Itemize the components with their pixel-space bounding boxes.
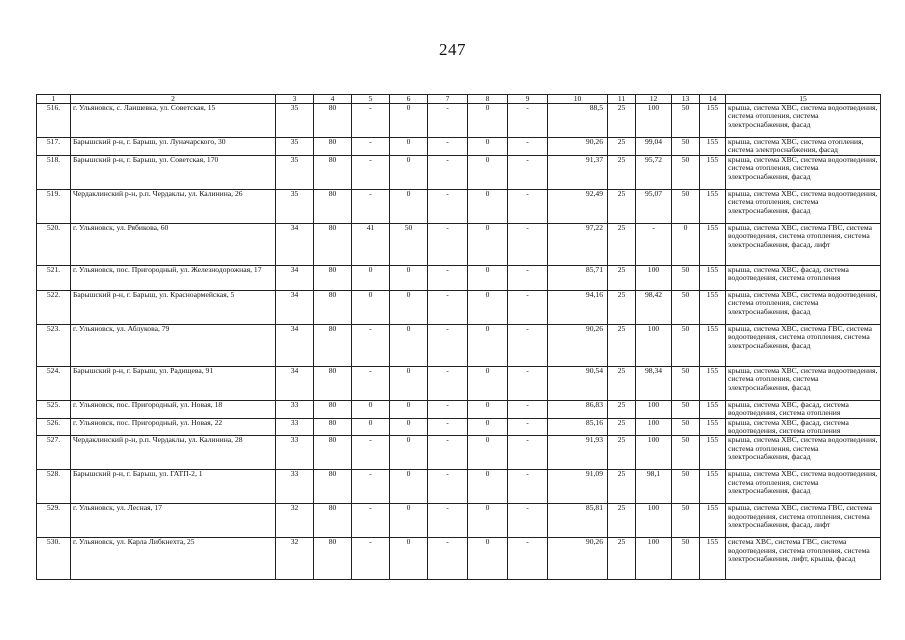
col14-cell: 155 <box>700 138 726 156</box>
col13-cell: 50 <box>672 290 700 324</box>
col8-cell: 0 <box>468 470 508 504</box>
column-number-9: 9 <box>508 95 548 104</box>
works-list-cell: система ХВС, система ГВС, система водоотведения, система отопления, система электроснабжения, лифт, крыша, фасад <box>726 538 881 580</box>
column-number-13: 13 <box>672 95 700 104</box>
col7-cell: - <box>428 138 468 156</box>
col9-cell: - <box>508 538 548 580</box>
row-number: 523. <box>37 324 71 366</box>
column-number-row <box>37 95 881 104</box>
col10-cell: 91,37 <box>548 155 608 189</box>
col4-cell: 80 <box>314 366 352 400</box>
col7-cell: - <box>428 155 468 189</box>
col8-cell: 0 <box>468 138 508 156</box>
col8-cell: 0 <box>468 189 508 223</box>
col6-cell: 0 <box>390 538 428 580</box>
col4-cell: 80 <box>314 324 352 366</box>
col8-cell: 0 <box>468 504 508 538</box>
column-number-6: 6 <box>390 95 428 104</box>
works-list-cell: крыша, система ХВС, система водоотведения, система отопления, система электроснабжения, фасад <box>726 470 881 504</box>
table-row <box>37 189 881 223</box>
page-number: 247 <box>439 40 466 59</box>
col12-cell: 95,07 <box>636 189 672 223</box>
col10-cell: 86,83 <box>548 400 608 418</box>
col3-cell: 34 <box>276 324 314 366</box>
col10-cell: 85,81 <box>548 504 608 538</box>
col7-cell: - <box>428 223 468 265</box>
col3-cell: 35 <box>276 138 314 156</box>
address-cell: Барышский р-н, г. Барыш, ул. Советская, 170 <box>71 155 276 189</box>
col7-cell: - <box>428 324 468 366</box>
works-list-cell: крыша, система ХВС, система отопления, система электроснабжения, фасад <box>726 138 881 156</box>
col14-cell: 155 <box>700 290 726 324</box>
col10-cell: 94,16 <box>548 290 608 324</box>
col4-cell: 80 <box>314 265 352 290</box>
column-number-12: 12 <box>636 95 672 104</box>
col9-cell: - <box>508 104 548 138</box>
col8-cell: 0 <box>468 436 508 470</box>
col7-cell: - <box>428 189 468 223</box>
works-list-cell: крыша, система ХВС, система ГВС, система водоотведения, система отопления, система электроснабжения, фасад, лифт <box>726 223 881 265</box>
address-cell: Барышский р-н, г. Барыш, ул. Луначарского, 30 <box>71 138 276 156</box>
col7-cell: - <box>428 366 468 400</box>
col7-cell: - <box>428 418 468 436</box>
col11-cell: 25 <box>608 470 636 504</box>
col4-cell: 80 <box>314 418 352 436</box>
table-row <box>37 290 881 324</box>
col13-cell: 50 <box>672 504 700 538</box>
col6-cell: 0 <box>390 470 428 504</box>
col3-cell: 33 <box>276 418 314 436</box>
col4-cell: 80 <box>314 504 352 538</box>
col3-cell: 35 <box>276 104 314 138</box>
col12-cell: 100 <box>636 104 672 138</box>
col5-cell: - <box>352 324 390 366</box>
col9-cell: - <box>508 400 548 418</box>
table-row <box>37 265 881 290</box>
works-list-cell: крыша, система ХВС, фасад, система водоотведения, система отопления <box>726 400 881 418</box>
col10-cell: 90,26 <box>548 138 608 156</box>
col10-cell: 90,26 <box>548 324 608 366</box>
col10-cell: 90,54 <box>548 366 608 400</box>
col5-cell: 0 <box>352 290 390 324</box>
col3-cell: 34 <box>276 265 314 290</box>
col14-cell: 155 <box>700 265 726 290</box>
col6-cell: 0 <box>390 189 428 223</box>
address-cell: Барышский р-н, г. Барыш, ул. ГАТП-2, 1 <box>71 470 276 504</box>
col7-cell: - <box>428 470 468 504</box>
col5-cell: 0 <box>352 265 390 290</box>
column-number-2: 2 <box>71 95 276 104</box>
col4-cell: 80 <box>314 155 352 189</box>
address-cell: г. Ульяновск, ул. Аблукова, 79 <box>71 324 276 366</box>
col6-cell: 0 <box>390 504 428 538</box>
col12-cell: - <box>636 223 672 265</box>
col13-cell: 0 <box>672 223 700 265</box>
column-number-1: 1 <box>37 95 71 104</box>
col13-cell: 50 <box>672 265 700 290</box>
row-number: 516. <box>37 104 71 138</box>
col13-cell: 50 <box>672 104 700 138</box>
col8-cell: 0 <box>468 418 508 436</box>
col11-cell: 25 <box>608 436 636 470</box>
col9-cell: - <box>508 436 548 470</box>
col7-cell: - <box>428 104 468 138</box>
address-cell: г. Ульяновск, с. Лаишевка, ул. Советская, 15 <box>71 104 276 138</box>
col14-cell: 155 <box>700 155 726 189</box>
address-cell: Чердаклинский р-н, р.п. Чердаклы, ул. Калинина, 26 <box>71 189 276 223</box>
table-row <box>37 104 881 138</box>
col7-cell: - <box>428 504 468 538</box>
col5-cell: 0 <box>352 418 390 436</box>
col11-cell: 25 <box>608 504 636 538</box>
column-number-11: 11 <box>608 95 636 104</box>
row-number: 520. <box>37 223 71 265</box>
table-row <box>37 223 881 265</box>
col9-cell: - <box>508 223 548 265</box>
col6-cell: 0 <box>390 418 428 436</box>
col13-cell: 50 <box>672 138 700 156</box>
col9-cell: - <box>508 366 548 400</box>
row-number: 528. <box>37 470 71 504</box>
col9-cell: - <box>508 189 548 223</box>
column-number-8: 8 <box>468 95 508 104</box>
col14-cell: 155 <box>700 436 726 470</box>
col11-cell: 25 <box>608 290 636 324</box>
col4-cell: 80 <box>314 400 352 418</box>
column-number-7: 7 <box>428 95 468 104</box>
row-number: 519. <box>37 189 71 223</box>
col4-cell: 80 <box>314 104 352 138</box>
col9-cell: - <box>508 290 548 324</box>
col10-cell: 91,93 <box>548 436 608 470</box>
col12-cell: 99,04 <box>636 138 672 156</box>
works-list-cell: крыша, система ХВС, система ГВС, система водоотведения, система отопления, система электроснабжения, фасад, лифт <box>726 504 881 538</box>
col12-cell: 98,1 <box>636 470 672 504</box>
col14-cell: 155 <box>700 104 726 138</box>
col4-cell: 80 <box>314 290 352 324</box>
col8-cell: 0 <box>468 538 508 580</box>
works-list-cell: крыша, система ХВС, фасад, система водоотведения, система отопления <box>726 418 881 436</box>
col14-cell: 155 <box>700 470 726 504</box>
col9-cell: - <box>508 155 548 189</box>
col14-cell: 155 <box>700 324 726 366</box>
col12-cell: 95,72 <box>636 155 672 189</box>
address-cell: г. Ульяновск, пос. Пригородный, ул. Новая, 18 <box>71 400 276 418</box>
col4-cell: 80 <box>314 138 352 156</box>
col6-cell: 0 <box>390 436 428 470</box>
row-number: 522. <box>37 290 71 324</box>
col7-cell: - <box>428 538 468 580</box>
col6-cell: 0 <box>390 366 428 400</box>
table-row <box>37 155 881 189</box>
col14-cell: 155 <box>700 223 726 265</box>
col11-cell: 25 <box>608 418 636 436</box>
table-row <box>37 400 881 418</box>
col9-cell: - <box>508 324 548 366</box>
col8-cell: 0 <box>468 324 508 366</box>
col6-cell: 0 <box>390 324 428 366</box>
col3-cell: 35 <box>276 189 314 223</box>
col10-cell: 88,5 <box>548 104 608 138</box>
col3-cell: 34 <box>276 223 314 265</box>
col5-cell: - <box>352 504 390 538</box>
col8-cell: 0 <box>468 155 508 189</box>
col12-cell: 98,34 <box>636 366 672 400</box>
col10-cell: 85,71 <box>548 265 608 290</box>
column-number-5: 5 <box>352 95 390 104</box>
col14-cell: 155 <box>700 400 726 418</box>
col6-cell: 0 <box>390 400 428 418</box>
col3-cell: 32 <box>276 504 314 538</box>
row-number: 521. <box>37 265 71 290</box>
col8-cell: 0 <box>468 290 508 324</box>
col7-cell: - <box>428 400 468 418</box>
col5-cell: - <box>352 138 390 156</box>
col5-cell: - <box>352 366 390 400</box>
col13-cell: 50 <box>672 436 700 470</box>
col11-cell: 25 <box>608 223 636 265</box>
col10-cell: 85,16 <box>548 418 608 436</box>
col5-cell: - <box>352 104 390 138</box>
col14-cell: 155 <box>700 538 726 580</box>
column-number-10: 10 <box>548 95 608 104</box>
works-list-cell: крыша, система ХВС, система водоотведения, система отопления, система электроснабжения, фасад <box>726 366 881 400</box>
address-cell: Барышский р-н, г. Барыш, ул. Красноармейская, 5 <box>71 290 276 324</box>
col3-cell: 32 <box>276 538 314 580</box>
col13-cell: 50 <box>672 400 700 418</box>
col8-cell: 0 <box>468 400 508 418</box>
address-cell: г. Ульяновск, пос. Пригородный, ул. Новая, 22 <box>71 418 276 436</box>
col12-cell: 100 <box>636 538 672 580</box>
col8-cell: 0 <box>468 104 508 138</box>
table-row <box>37 538 881 580</box>
col9-cell: - <box>508 470 548 504</box>
works-list-cell: крыша, система ХВС, система водоотведения, система отопления, система электроснабжения, фасад <box>726 290 881 324</box>
col7-cell: - <box>428 265 468 290</box>
col13-cell: 50 <box>672 418 700 436</box>
col13-cell: 50 <box>672 470 700 504</box>
col4-cell: 80 <box>314 223 352 265</box>
table-row <box>37 324 881 366</box>
table-row <box>37 366 881 400</box>
col3-cell: 34 <box>276 366 314 400</box>
column-number-4: 4 <box>314 95 352 104</box>
col12-cell: 100 <box>636 504 672 538</box>
row-number: 529. <box>37 504 71 538</box>
row-number: 524. <box>37 366 71 400</box>
col14-cell: 155 <box>700 418 726 436</box>
col10-cell: 97,22 <box>548 223 608 265</box>
col10-cell: 91,09 <box>548 470 608 504</box>
col5-cell: - <box>352 155 390 189</box>
col11-cell: 25 <box>608 138 636 156</box>
column-number-14: 14 <box>700 95 726 104</box>
col11-cell: 25 <box>608 538 636 580</box>
row-number: 526. <box>37 418 71 436</box>
address-cell: г. Ульяновск, пос. Пригородный, ул. Железнодорожная, 17 <box>71 265 276 290</box>
col13-cell: 50 <box>672 538 700 580</box>
col11-cell: 25 <box>608 155 636 189</box>
col7-cell: - <box>428 436 468 470</box>
col12-cell: 100 <box>636 400 672 418</box>
col11-cell: 25 <box>608 366 636 400</box>
col4-cell: 80 <box>314 189 352 223</box>
col5-cell: - <box>352 189 390 223</box>
col8-cell: 0 <box>468 265 508 290</box>
col10-cell: 92,49 <box>548 189 608 223</box>
col14-cell: 155 <box>700 504 726 538</box>
address-cell: г. Ульяновск, ул. Рябикова, 60 <box>71 223 276 265</box>
col8-cell: 0 <box>468 223 508 265</box>
col11-cell: 25 <box>608 400 636 418</box>
col6-cell: 0 <box>390 290 428 324</box>
col3-cell: 33 <box>276 470 314 504</box>
col4-cell: 80 <box>314 470 352 504</box>
works-list-cell: крыша, система ХВС, фасад, система водоотведения, система отопления <box>726 265 881 290</box>
col9-cell: - <box>508 504 548 538</box>
col13-cell: 50 <box>672 155 700 189</box>
col13-cell: 50 <box>672 324 700 366</box>
col9-cell: - <box>508 138 548 156</box>
works-list-cell: крыша, система ХВС, система водоотведения, система отопления, система электроснабжения, фасад <box>726 436 881 470</box>
column-number-3: 3 <box>276 95 314 104</box>
col9-cell: - <box>508 418 548 436</box>
col6-cell: 50 <box>390 223 428 265</box>
table-row <box>37 436 881 470</box>
col11-cell: 25 <box>608 265 636 290</box>
col14-cell: 155 <box>700 366 726 400</box>
address-cell: г. Ульяновск, ул. Лесная, 17 <box>71 504 276 538</box>
col4-cell: 80 <box>314 538 352 580</box>
works-list-cell: крыша, система ХВС, система водоотведения, система отопления, система электроснабжения, фасад <box>726 189 881 223</box>
col3-cell: 33 <box>276 436 314 470</box>
col12-cell: 100 <box>636 436 672 470</box>
col6-cell: 0 <box>390 265 428 290</box>
column-number-15: 15 <box>726 95 881 104</box>
table-row <box>37 504 881 538</box>
row-number: 518. <box>37 155 71 189</box>
table-row <box>37 470 881 504</box>
col12-cell: 100 <box>636 418 672 436</box>
col11-cell: 25 <box>608 104 636 138</box>
col5-cell: - <box>352 538 390 580</box>
address-cell: Чердаклинский р-н, р.п. Чердаклы, ул. Калинина, 28 <box>71 436 276 470</box>
col13-cell: 50 <box>672 366 700 400</box>
col12-cell: 100 <box>636 324 672 366</box>
col3-cell: 33 <box>276 400 314 418</box>
col13-cell: 50 <box>672 189 700 223</box>
col8-cell: 0 <box>468 366 508 400</box>
col4-cell: 80 <box>314 436 352 470</box>
col3-cell: 34 <box>276 290 314 324</box>
table-body <box>37 95 881 580</box>
col6-cell: 0 <box>390 138 428 156</box>
row-number: 525. <box>37 400 71 418</box>
col5-cell: 41 <box>352 223 390 265</box>
col9-cell: - <box>508 265 548 290</box>
row-number: 517. <box>37 138 71 156</box>
col14-cell: 155 <box>700 189 726 223</box>
col6-cell: 0 <box>390 104 428 138</box>
works-list-cell: крыша, система ХВС, система ГВС, система водоотведения, система отопления, система электроснабжения, фасад <box>726 324 881 366</box>
row-number: 530. <box>37 538 71 580</box>
col5-cell: 0 <box>352 400 390 418</box>
col11-cell: 25 <box>608 189 636 223</box>
table-row <box>37 138 881 156</box>
col12-cell: 100 <box>636 265 672 290</box>
works-list-cell: крыша, система ХВС, система водоотведения, система отопления, система электроснабжения, фасад <box>726 104 881 138</box>
col5-cell: - <box>352 436 390 470</box>
table-row <box>37 418 881 436</box>
row-number: 527. <box>37 436 71 470</box>
col11-cell: 25 <box>608 324 636 366</box>
col6-cell: 0 <box>390 155 428 189</box>
housing-register-table <box>36 94 881 580</box>
col5-cell: - <box>352 470 390 504</box>
col7-cell: - <box>428 290 468 324</box>
col12-cell: 98,42 <box>636 290 672 324</box>
col3-cell: 35 <box>276 155 314 189</box>
address-cell: г. Ульяновск, ул. Карла Либкнехта, 25 <box>71 538 276 580</box>
col10-cell: 90,26 <box>548 538 608 580</box>
works-list-cell: крыша, система ХВС, система водоотведения, система отопления, система электроснабжения, фасад <box>726 155 881 189</box>
address-cell: Барышский р-н, г. Барыш, ул. Радищева, 91 <box>71 366 276 400</box>
